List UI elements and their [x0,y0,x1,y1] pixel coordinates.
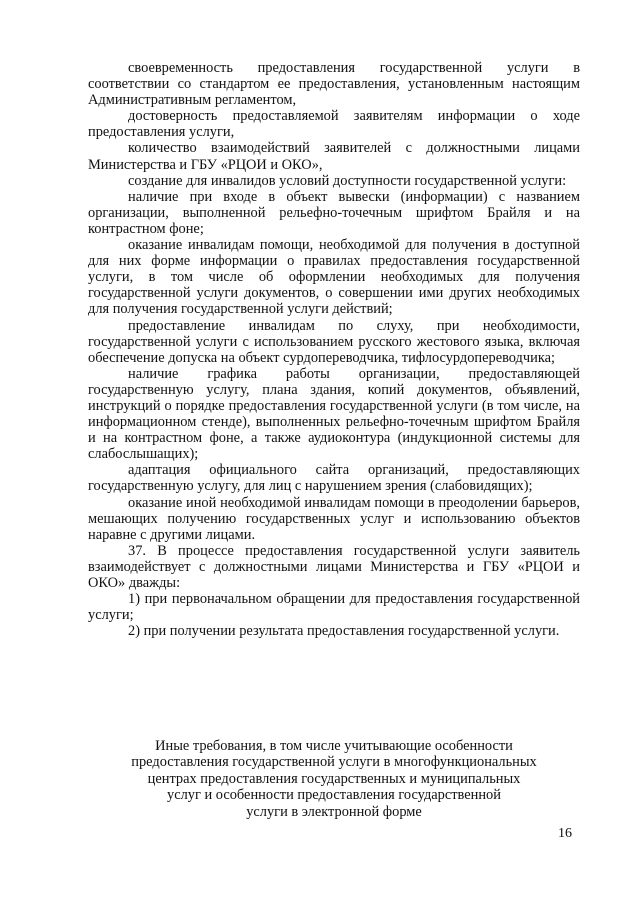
paragraph-assistance-information: оказание инвалидам помощи, необходимой для получения в доступной для них форме информации о правилах предоставления государственной услуги, в том числе об оформлении необходимых для получения государственной услуги документов, о совершении ими других необходимых для получения государственной услуги действий; [88,237,580,318]
body-text [88,60,580,639]
heading-line: Иные требования, в том числе учитывающие особенности [155,738,513,754]
paragraph-reliability: достоверность предоставляемой заявителям информации о ходе предоставления услуги, [88,108,580,141]
paragraph-sign-language: предоставление инвалидам по слуху, при необходимости, государственной услуги с использованием русского жестового языка, включая обеспечение допуска на объект сурдопереводчика, тифлосурдопереводчика; [88,317,580,366]
heading-line: услуг и особенности предоставления государственной [167,787,501,804]
paragraph-website-adaptation: адаптация официального сайта организаций, предоставляющих государственную услугу, для лиц с нарушением зрения (слабовидящих); [88,462,580,495]
paragraph-timeliness: своевременность предоставления государственной услуги в соответствии со стандартом ее предоставления, установленным настоящим Административным регламентом, [88,60,580,109]
paragraph-braille-sign: наличие при входе в объект вывески (информации) с названием организации, выполненной рельефно-точечным шрифтом Брайля и на контрастном фоне; [88,188,580,237]
paragraph-item-1: 1) при первоначальном обращении для предоставления государственной услуги; [88,591,580,624]
heading-line: центрах предоставления государственных и муниципальных [147,770,521,787]
section-heading [88,738,580,820]
paragraph-item-2: 2) при получении результата предоставления государственной услуги. [128,623,560,640]
paragraph-other-assistance: оказание иной необходимой инвалидам помощи в преодолении барьеров, мешающих получению государственных услуг и использованию объектов наравне с другими лицами. [88,494,580,543]
heading-line: услуги в электронной форме [246,803,422,820]
paragraph-accessibility-conditions: создание для инвалидов условий доступности государственной услуги: [128,172,567,189]
paragraph-schedule-braille: наличие графика работы организации, предоставляющей государственную услугу, плана здания, копий документов, объявлений, инструкций о порядке предоставления государственной услуги (в том числе, на информационном стенде), выполненных рельефно-точечным шрифтом Брайля и на контрастном фоне, а также аудиоконтура (индукционной системы для слабослышащих); [88,365,580,463]
heading-line: предоставления государственной услуги в многофункциональных [131,754,537,771]
paragraph-section-37: 37. В процессе предоставления государственной услуги заявитель взаимодействует с должностными лицами Министерства и ГБУ «РЦОИ и ОКО» дважды: [88,542,580,591]
page-number: 16 [558,826,572,841]
paragraph-interactions-count: количество взаимодействий заявителей с должностными лицами Министерства и ГБУ «РЦОИ и ОКО», [88,140,580,173]
